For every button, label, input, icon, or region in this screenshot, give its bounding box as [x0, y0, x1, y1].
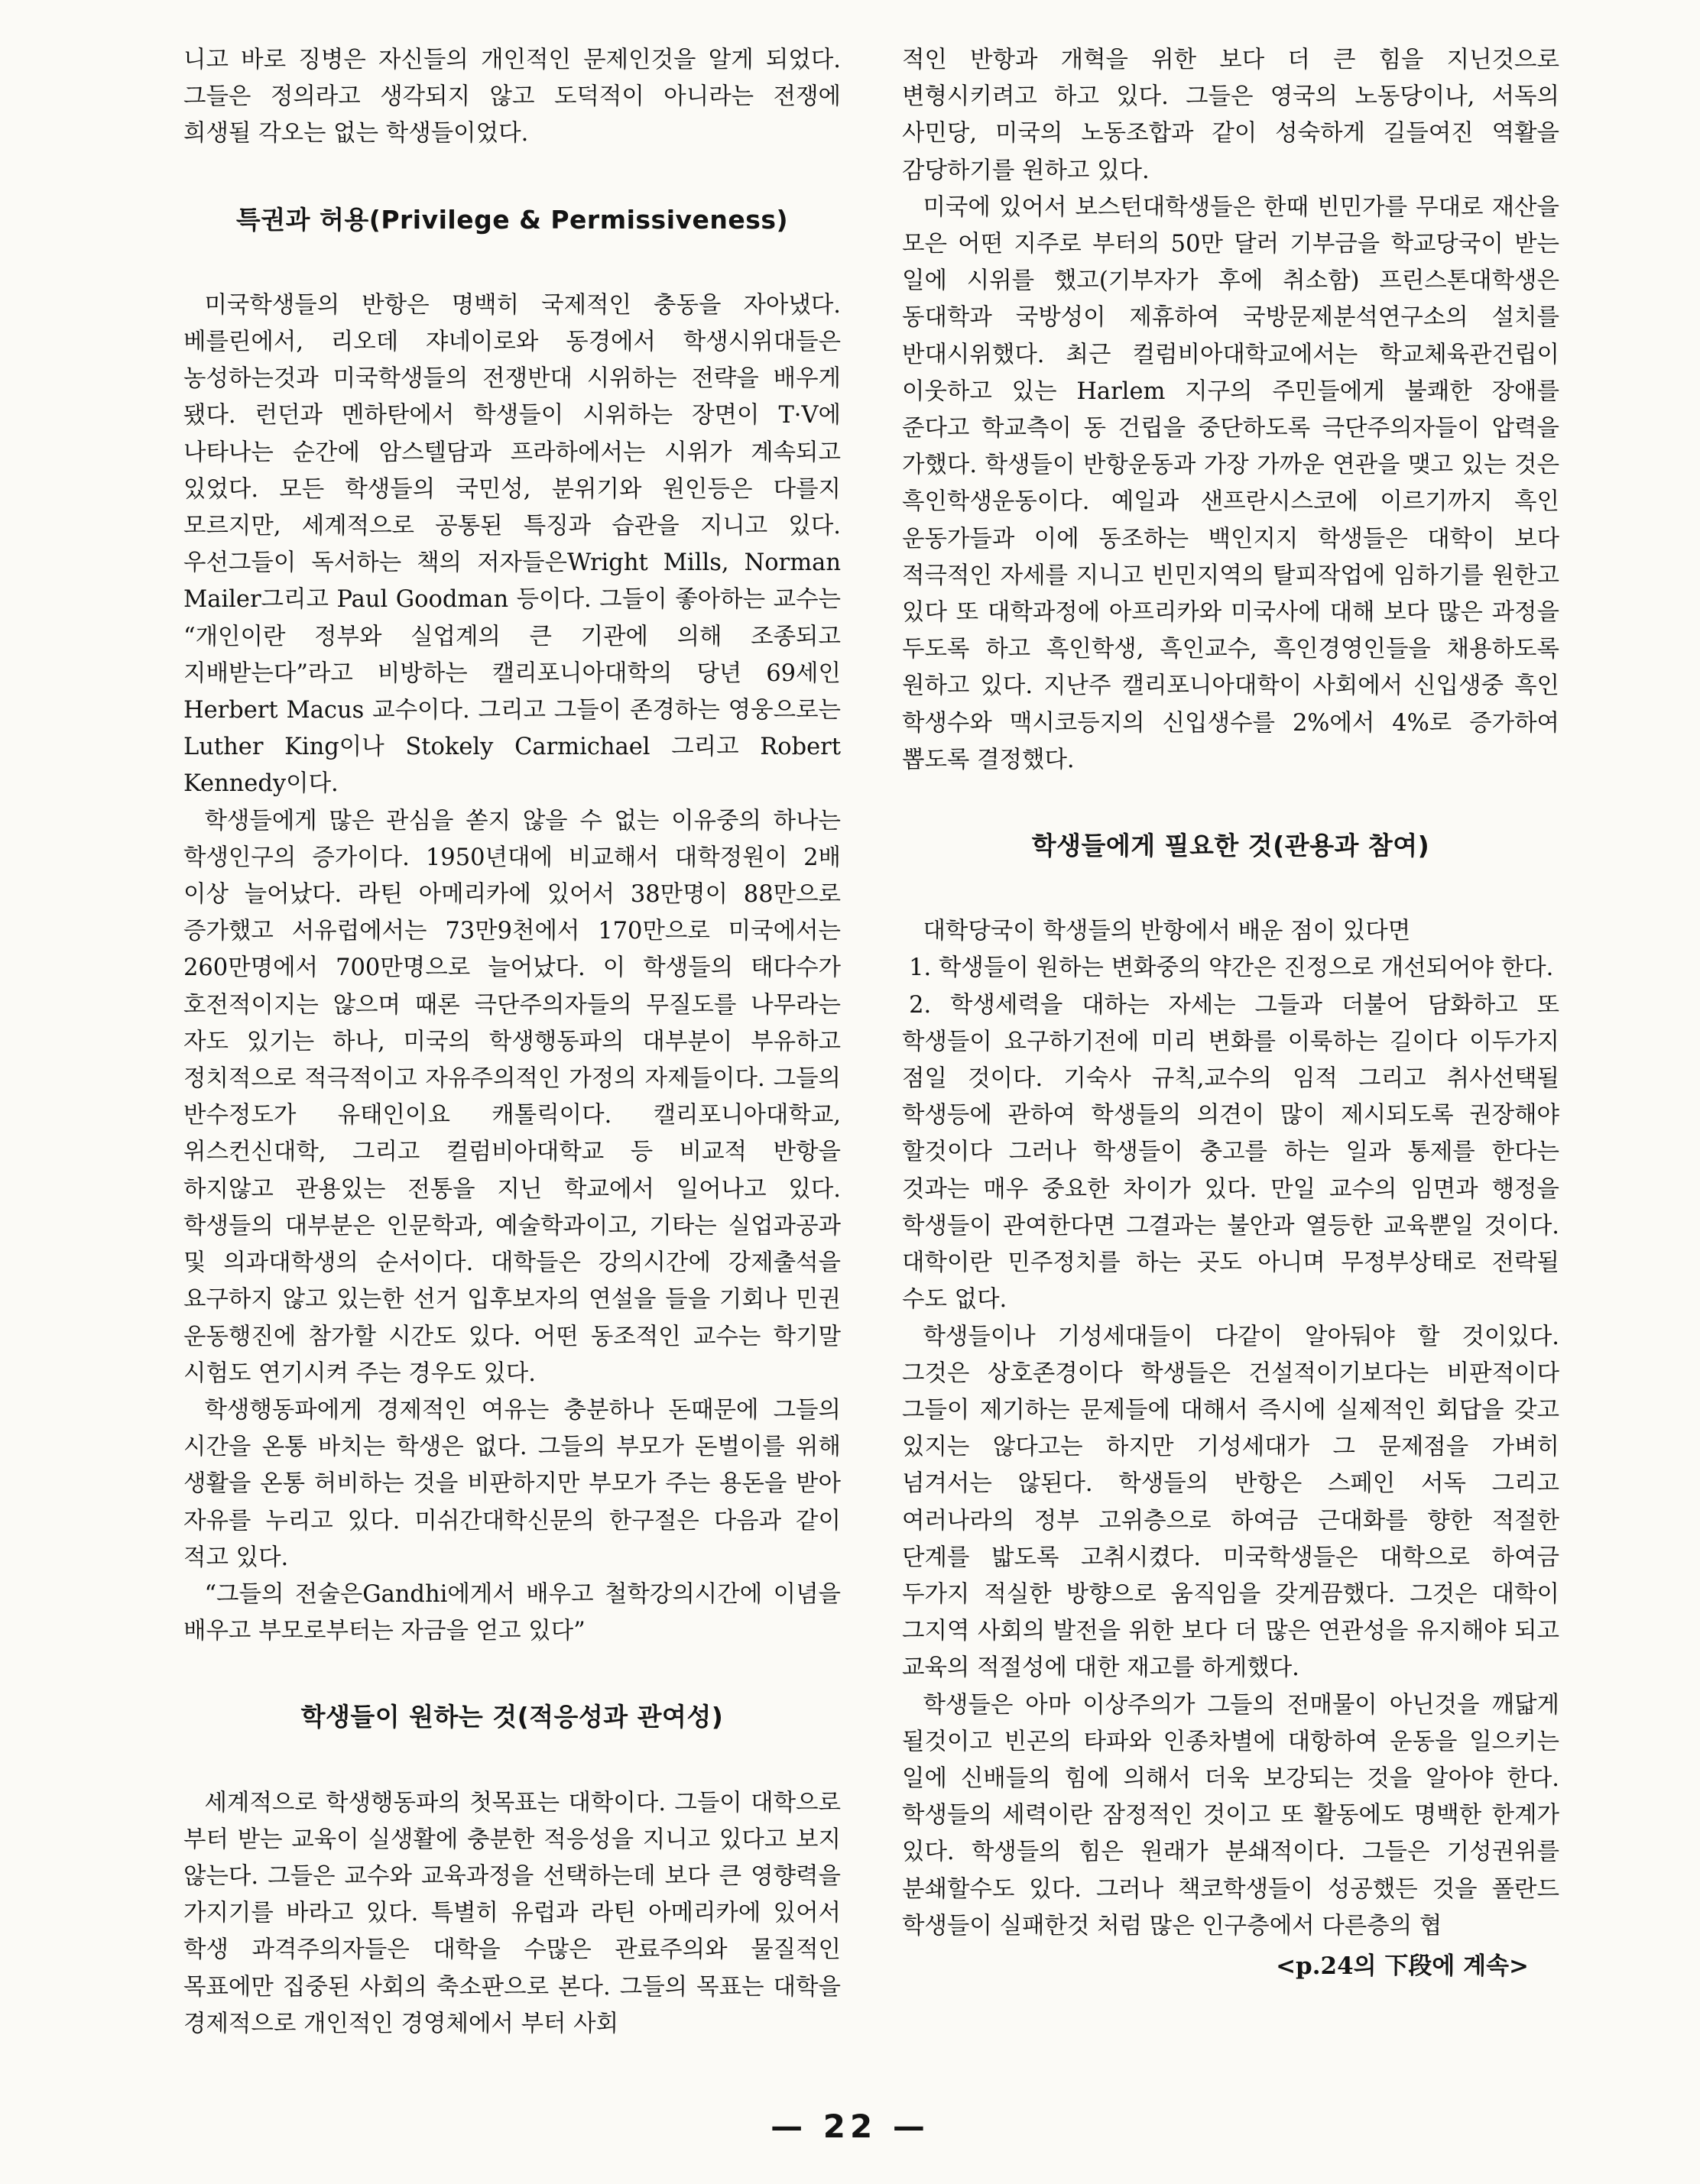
continued-note: <p.24의 下段에 계속> — [1276, 1952, 1529, 1980]
heading-want: 학생들이 원하는 것(적응성과 관여성) — [300, 1702, 724, 1732]
need-point-1: 1. 학생들이 원하는 변화중의 약간은 진정으로 개선되어야 한다. — [909, 954, 1554, 982]
right-column — [902, 42, 1559, 1985]
need-point-2: 2. 학생세력을 대하는 자세는 그들과 더불어 담화하고 또 학생들이 요구하기전에 미리 변화를 이룩하는 길이다 이두가지 점일 것이다. 기숙사 규칙,교수의 임적 그리고 취사선택될 학생등에 관하여 학생들의 의견이 많이 제시되도록 권장해야 할것이다 그러나 학생들이 충고를 하는 일과 통제를 한다는 것과는 매우 중요한 차이가 있다. 만일 교수의 임면과 행정을 학생들이 관여한다면 그결과는 불안과 열등한 교육뿐일 것이다.대학이란 민주정치를 하는 곳도 아니며 무정부상태로 전락될 수도 없다. — [902, 991, 1559, 1314]
need-paragraph-3: 학생들이나 기성세대들이 다같이 알아둬야 할 것이있다. 그것은 상호존경이다 학생들은 건설적이기보다는 비판적이다 그들이 제기하는 문제들에 대해서 즉시에 실제적인 회답을 갖고 있지는 않다고는 하지만 기성세대가 그 문제점을 가벼히 넘겨서는 않된다. 학생들의 반항은 스페인 서독 그리고 여러나라의 정부 고위층으로 하여금 근대화를 향한 적절한 단계를 밟도록 고취시켰다. 미국학생들은 대학으로 하여금 두가지 적실한 방향으로 움직임을 갖게끔했다. 그것은 대학이 그지역 사회의 발전을 위한 보다 더 많은 연관성을 유지해야 되고 교육의 적절성에 대한 재고를 하게했다. — [902, 1323, 1559, 1682]
us-paragraph: 미국에 있어서 보스턴대학생들은 한때 빈민가를 무대로 재산을 모은 어떤 지주로 부터의 50만 달러 기부금을 학교당국이 받는 일에 시위를 했고(기부자가 후에 취소함) 프린스톤대학생은 동대학과 국방성이 제휴하여 국방문제분석연구소의 설치를 반대시위했다. 최근 컬럼비아대학교에서는 학교체육관건립이 이웃하고 있는 Harlem 지구의 주민들에게 불쾌한 장애를 준다고 학교측이 동 건립을 중단하도록 극단주의자들이 압력을 가했다. 학생들이 반항운동과 가장 가까운 연관을 맺고 있는 것은 흑인학생운동이다. 예일과 샌프란시스코에 이르기까지 흑인 운동가들과 이에 동조하는 백인지지 학생들은 대학이 보다 적극적인 자세를 지니고 빈민지역의 탈피작업에 임하기를 원한고 있다 또 대학과정에 아프리카와 미국사에 대해 보다 많은 과정을 두도록 하고 흑인학생, 흑인교수, 흑인경영인들을 채용하도록 원하고 있다. 지난주 캘리포니아대학이 사회에서 신입생중 흑인 학생수와 맥시코등지의 신입생수를 2%에서 4%로 증가하여 뽑도록 결정했다. — [902, 193, 1559, 773]
need-paragraph-4: 학생들은 아마 이상주의가 그들의 전매물이 아닌것을 깨닯게 될것이고 빈곤의 타파와 인종차별에 대항하여 운동을 일으키는 일에 신배들의 힘에 의해서 더욱 보강되는 것을 알아야 한다.학생들의 세력이란 잠정적인 것이고 또 활동에도 명백한 한계가 있다. 학생들의 힘은 원래가 분쇄적이다. 그들은 기성권위를 분쇄할수도 있다. 그러나 책코학생들이 성공했든 것을 폴란드 학생들이 실패한것 처럼 많은 인구층에서 다른층의 협 — [902, 1691, 1559, 1939]
heading-privilege: 특권과 허용(Privilege & Permissiveness) — [235, 204, 789, 235]
page-number: — 22 — — [771, 2108, 929, 2145]
privilege-paragraph-3: 학생행동파에게 경제적인 여유는 충분하나 돈때문에 그들의 시간을 온통 바치는 학생은 없다. 그들의 부모가 돈벌이를 위해 생활을 온통 허비하는 것을 비판하지만 부모가 주는 용돈을 받아 자유를 누리고 있다. 미쉬간대학신문의 한구절은 다음과 같이 적고 있다. — [183, 1396, 841, 1571]
left-column — [183, 42, 841, 2043]
intro-paragraph: 니고 바로 징병은 자신들의 개인적인 문제인것을 알게 되었다. 그들은 정의라고 생각되지 않고 도덕적이 아니라는 전쟁에 희생될 각오는 없는 학생들이었다. — [183, 47, 841, 147]
continued-paragraph: 적인 반항과 개혁을 위한 보다 더 큰 힘을 지닌것으로 변형시키려고 하고 있다. 그들은 영국의 노동당이나, 서독의 사민당, 미국의 노동조합과 같이 성숙하게 길들여진 역활을 감당하기를 원하고 있다. — [902, 47, 1559, 184]
privilege-paragraph-1: 미국학생들의 반항은 명백히 국제적인 충동을 자아냈다. 베를린에서, 리오데 쟈네이로와 동경에서 학생시위대들은 농성하는것과 미국학생들의 전쟁반대 시위하는 전략을 배우게 됐다. 런던과 멘하탄에서 학생들이 시위하는 장면이 T·V에 나타나는 순간에 암스텔담과 프라하에서는 시위가 계속되고 있었다. 모든 학생들의 국민성, 분위기와 원인등은 다를지 모르지만, 세계적으로 공통된 특징과 습관을 지니고 있다. 우선그들이 독서하는 책의 저자들은Wright Mills, Norman Mailer그리고 Paul Goodman 등이다. 그들이 좋아하는 교수는 “개인이란 정부와 실업계의 큰 기관에 의해 조종되고 지배받는다”라고 비방하는 캘리포니아대학의 당년 69세인 Herbert Macus 교수이다. 그리고 그들이 존경하는 영웅으로는 Luther King이나 Stokely Carmichael 그리고 Robert Kennedy이다. — [183, 291, 841, 798]
heading-need: 학생들에게 필요한 것(관용과 참여) — [1031, 831, 1430, 861]
want-paragraph-1: 세계적으로 학생행동파의 첫목표는 대학이다. 그들이 대학으로 부터 받는 교육이 실생활에 충분한 적응성을 지니고 있다고 보지 않는다. 그들은 교수와 교육과정을 선택하는데 보다 큰 영향력을 가지기를 바라고 있다. 특별히 유럽과 라틴 아메리카에 있어서 학생 과격주의자들은 대학을 수많은 관료주의와 물질적인 목표에만 집중된 사회의 축소판으로 본다. 그들의 목표는 대학을 경제적으로 개인적인 경영체에서 부터 사회 — [183, 1789, 841, 2037]
need-intro: 대학당국이 학생들의 반항에서 배운 점이 있다면 — [923, 918, 1411, 945]
privilege-paragraph-2: 학생들에게 많은 관심을 쏟지 않을 수 없는 이유중의 하나는 학생인구의 증가이다. 1950년대에 비교해서 대학정원이 2배 이상 늘어났다. 라틴 아메리카에 있어서 38만명이 88만으로 증가했고 서유럽에서는 73만9천에서 170만으로 미국에서는 260만명에서 700만명으로 늘어났다. 이 학생들의 태다수가 호전적이지는 않으며 때론 극단주의자들의 무질도를 나무라는 자도 있기는 하나, 미국의 학생행동파의 대부분이 부유하고 정치적으로 적극적이고 자유주의적인 가정의 자제들이다. 그들의 반수정도가 유태인이요 캐톨릭이다. 캘리포니아대학교, 위스컨신대학, 그리고 컬럼비아대학교 등 비교적 반항을 하지않고 관용있는 전통을 지닌 학교에서 일어나고 있다. 학생들의 대부분은 인문학과, 예술학과이고, 기타는 실업과공과 및 의과대학생의 순서이다. 대학들은 강의시간에 강제출석을 요구하지 않고 있는한 선거 입후보자의 연설을 들을 기회나 민권 운동행진에 참가할 시간도 있다. 어떤 동조적인 교수는 학기말 시험도 연기시켜 주는 경우도 있다. — [183, 807, 841, 1387]
privilege-quote: “그들의 전술은Gandhi에게서 배우고 철학강의시간에 이념을 배우고 부모로부터는 자금을 얻고 있다” — [183, 1580, 841, 1645]
